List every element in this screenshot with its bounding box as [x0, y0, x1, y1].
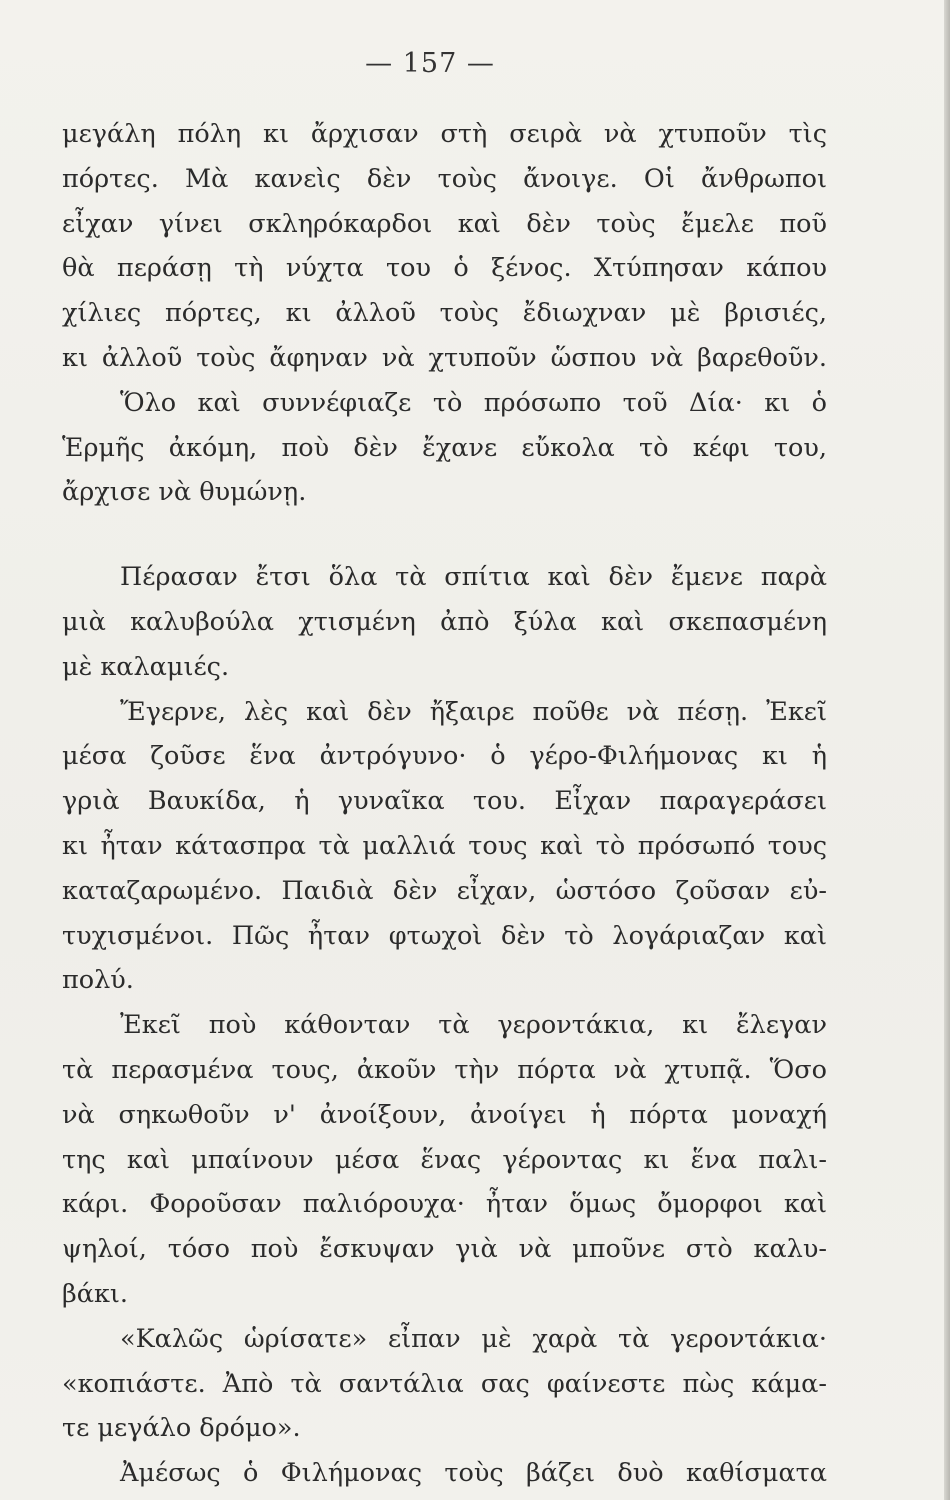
- text-line: μὲ καλαμιές.: [62, 651, 230, 682]
- text-line: μιὰ καλυβούλα χτισμένη ἀπὸ ξύλα καὶ σκεπασμένη: [62, 606, 827, 637]
- text-line: νὰ σηκωθοῦν ν' ἀνοίξουν, ἀνοίγει ἡ πόρτα μοναχή: [62, 1099, 827, 1130]
- text-line: βάκι.: [62, 1278, 129, 1309]
- paragraph: [62, 112, 827, 381]
- text-line: κι ἦταν κάτασπρα τὰ μαλλιά τους καὶ τὸ πρόσωπό τους: [62, 830, 827, 861]
- text-line: Ἐκεῖ ποὺ κάθονταν τὰ γεροντάκια, κι ἔλεγαν: [120, 1010, 827, 1041]
- paragraph: [62, 1317, 827, 1451]
- paragraph: [62, 555, 827, 689]
- text-line: Ἔγερνε, λὲς καὶ δὲν ἤξαιρε ποῦθε νὰ πέσῃ. Ἐκεῖ: [120, 696, 827, 727]
- paragraph: [62, 690, 827, 1004]
- text-line: καταζαρωμένο. Παιδιὰ δὲν εἶχαν, ὡστόσο ζοῦσαν εὐ-: [62, 875, 827, 906]
- page-number: — 157 —: [365, 48, 495, 79]
- body-text: [62, 112, 827, 1496]
- text-line: τυχισμένοι. Πῶς ἦταν φτωχοὶ δὲν τὸ λογάριαζαν καὶ: [62, 920, 827, 951]
- text-line: χίλιες πόρτες, κι ἀλλοῦ τοὺς ἔδιωχναν μὲ βρισιές,: [62, 298, 827, 329]
- page-edge: [944, 0, 950, 1500]
- text-line: γριὰ Βαυκίδα, ἡ γυναῖκα του. Εἶχαν παραγεράσει: [62, 786, 827, 817]
- paragraph: [62, 1451, 827, 1496]
- paragraph-gap: [62, 515, 827, 555]
- text-line: εἶχαν γίνει σκληρόκαρδοι καὶ δὲν τοὺς ἔμελε ποῦ: [62, 208, 827, 239]
- text-line: τὰ περασμένα τους, ἀκοῦν τὴν πόρτα νὰ χτυπᾷ. Ὅσο: [62, 1054, 827, 1085]
- text-line: Ὅλο καὶ συννέφιαζε τὸ πρόσωπο τοῦ Δία· κι ὁ: [120, 387, 827, 418]
- text-line: Ἑρμῆς ἀκόμη, ποὺ δὲν ἔχανε εὔκολα τὸ κέφι του,: [62, 432, 827, 463]
- text-line: κι ἀλλοῦ τοὺς ἄφηναν νὰ χτυποῦν ὥσπου νὰ βαρεθοῦν.: [62, 342, 827, 373]
- text-line: τε μεγάλο δρόμο».: [62, 1413, 301, 1444]
- text-line: «κοπιάστε. Ἀπὸ τὰ σαντάλια σας φαίνεστε πὼς κάμα-: [62, 1368, 827, 1399]
- text-line: Πέρασαν ἔτσι ὅλα τὰ σπίτια καὶ δὲν ἔμενε παρὰ: [120, 562, 827, 593]
- text-line: της καὶ μπαίνουν μέσα ἕνας γέροντας κι ἕνα παλι-: [62, 1144, 827, 1175]
- text-line: μέσα ζοῦσε ἕνα ἀντρόγυνο· ὁ γέρο-Φιλήμονας κι ἡ: [62, 741, 827, 772]
- paragraph: [62, 1003, 827, 1317]
- text-line: κάρι. Φοροῦσαν παλιόρουχα· ἦταν ὅμως ὄμορφοι καὶ: [62, 1189, 827, 1220]
- text-line: πολύ.: [62, 965, 134, 996]
- text-line: «Καλῶς ὡρίσατε» εἶπαν μὲ χαρὰ τὰ γεροντάκια·: [120, 1323, 827, 1354]
- text-line: Ἀμέσως ὁ Φιλήμονας τοὺς βάζει δυὸ καθίσματα: [120, 1458, 827, 1489]
- text-line: ψηλοί, τόσο ποὺ ἔσκυψαν γιὰ νὰ μποῦνε στὸ καλυ-: [62, 1234, 827, 1265]
- text-line: μεγάλη πόλη κι ἄρχισαν στὴ σειρὰ νὰ χτυποῦν τὶς: [62, 119, 827, 149]
- text-line: ἄρχισε νὰ θυμώνῃ.: [62, 477, 307, 508]
- text-line: πόρτες. Μὰ κανεὶς δὲν τοὺς ἄνοιγε. Οἱ ἄνθρωποι: [62, 163, 827, 194]
- text-line: θὰ περάσῃ τὴ νύχτα του ὁ ξένος. Χτύπησαν κάπου: [62, 253, 827, 284]
- paragraph: [62, 381, 827, 515]
